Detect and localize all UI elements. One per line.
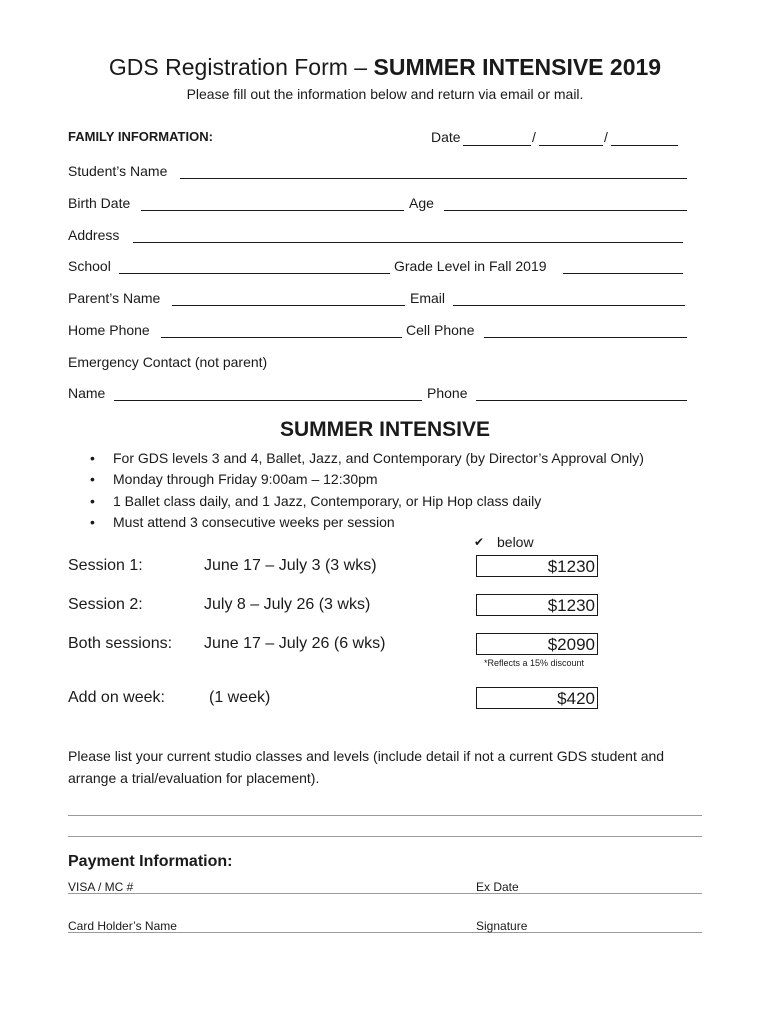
grade-level-field[interactable]	[563, 273, 683, 274]
date-month-field[interactable]	[463, 145, 531, 146]
payment-heading: Payment Information:	[68, 853, 233, 870]
date-year-field[interactable]	[611, 145, 678, 146]
title-prefix: GDS Registration Form –	[108, 54, 374, 80]
address-label: Address	[68, 227, 120, 243]
cell-phone-field[interactable]	[484, 337, 687, 338]
both-sessions-name: Both sessions:	[68, 635, 173, 652]
birth-date-field[interactable]	[141, 210, 404, 211]
checkmark-icon: ✔	[474, 535, 485, 549]
parent-name-field[interactable]	[172, 305, 405, 306]
card-holder-label: Card Holder’s Name	[68, 919, 177, 933]
classes-field-line-2[interactable]	[68, 836, 702, 837]
session-1-dates: June 17 – July 3 (3 wks)	[204, 557, 377, 574]
add-on-week-price-box[interactable]: $420	[476, 687, 598, 709]
email-field[interactable]	[453, 305, 685, 306]
bullet-item: • For GDS levels 3 and 4, Ballet, Jazz, and Contemporary (by Director’s Approval Only)	[90, 448, 644, 469]
date-sep-1: /	[532, 129, 536, 145]
card-holder-field[interactable]	[68, 932, 702, 933]
emergency-contact-label: Emergency Contact (not parent)	[68, 354, 268, 370]
add-on-week-dates: (1 week)	[209, 689, 271, 706]
age-label: Age	[409, 195, 434, 211]
student-name-field[interactable]	[180, 178, 687, 179]
school-label: School	[68, 258, 111, 274]
cell-phone-label: Cell Phone	[406, 322, 475, 338]
session-1-name: Session 1:	[68, 557, 143, 574]
emergency-name-field[interactable]	[114, 400, 422, 401]
emergency-name-label: Name	[68, 385, 106, 401]
discount-note: *Reflects a 15% discount	[484, 658, 585, 668]
date-sep-2: /	[604, 129, 608, 145]
session-2-dates: July 8 – July 26 (3 wks)	[204, 596, 371, 613]
emergency-phone-field[interactable]	[476, 400, 687, 401]
classes-instructions: Please list your current studio classes and levels (include detail if not a current GDS student and arrange a trial/evaluation for placement).	[68, 748, 665, 786]
add-on-week-name: Add on week:	[68, 689, 165, 706]
bullet-item: • Monday through Friday 9:00am – 12:30pm	[90, 469, 644, 490]
check-below-label: below	[497, 534, 534, 550]
intensive-bullet-list	[90, 448, 644, 533]
classes-field-line-1[interactable]	[68, 815, 702, 816]
summer-intensive-heading: SUMMER INTENSIVE	[279, 418, 491, 441]
both-sessions-price-box[interactable]: $2090	[476, 633, 598, 655]
page-title	[0, 54, 770, 81]
title-bold: SUMMER INTENSIVE 2019	[373, 54, 662, 80]
bullet-item: • 1 Ballet class daily, and 1 Jazz, Contemporary, or Hip Hop class daily	[90, 491, 644, 512]
signature-label: Signature	[476, 919, 528, 933]
grade-level-label: Grade Level in Fall 2019	[394, 258, 547, 274]
page-subtitle: Please fill out the information below and return via email or mail.	[186, 86, 584, 102]
student-name-label: Student’s Name	[68, 163, 168, 179]
exp-date-label: Ex Date	[476, 880, 519, 894]
bullet-item: • Must attend 3 consecutive weeks per session	[90, 512, 644, 533]
date-label: Date	[431, 129, 461, 145]
both-sessions-dates: June 17 – July 26 (6 wks)	[204, 635, 386, 652]
home-phone-field[interactable]	[161, 337, 402, 338]
school-field[interactable]	[119, 273, 390, 274]
card-number-field[interactable]	[68, 893, 702, 894]
home-phone-label: Home Phone	[68, 322, 150, 338]
birth-date-label: Birth Date	[68, 195, 131, 211]
family-info-heading: FAMILY INFORMATION:	[68, 129, 213, 144]
email-label: Email	[410, 290, 446, 306]
age-field[interactable]	[444, 210, 687, 211]
session-1-price-box[interactable]: $1230	[476, 555, 598, 577]
address-field[interactable]	[133, 242, 683, 243]
date-day-field[interactable]	[539, 145, 603, 146]
parent-name-label: Parent’s Name	[68, 290, 161, 306]
session-2-name: Session 2:	[68, 596, 143, 613]
card-number-label: VISA / MC #	[68, 880, 134, 894]
session-2-price-box[interactable]: $1230	[476, 594, 598, 616]
emergency-phone-label: Phone	[427, 385, 468, 401]
